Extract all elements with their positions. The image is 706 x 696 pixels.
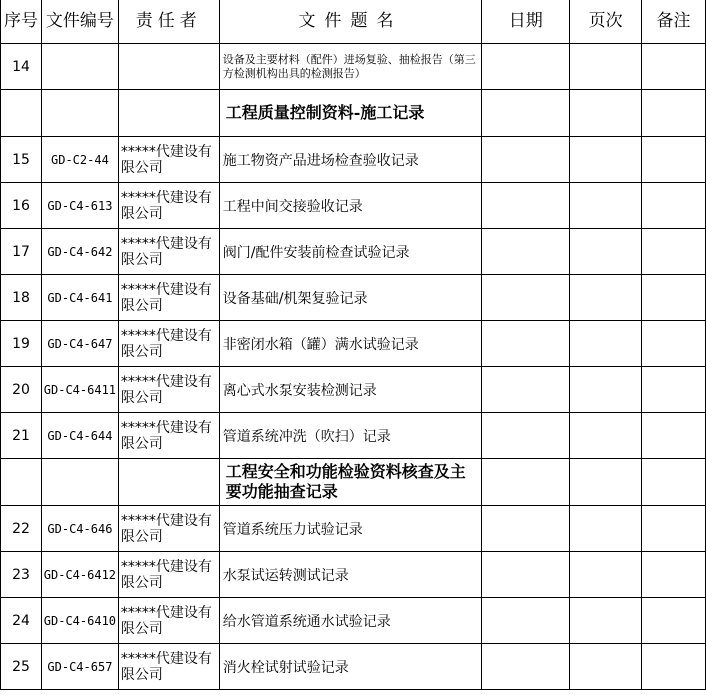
header-pages: 页次: [570, 0, 642, 44]
date-cell: [482, 44, 570, 90]
remarks-cell: [642, 183, 706, 229]
pages-cell: [570, 367, 642, 413]
remarks-cell: [642, 644, 706, 690]
remarks-cell: [642, 229, 706, 275]
file-no-cell: GD-C4-657: [41, 644, 118, 690]
pages-cell: [570, 413, 642, 459]
responsible-cell: *****代建设有限公司: [118, 598, 219, 644]
header-date: 日期: [482, 0, 570, 44]
header-responsible: 责任者: [118, 0, 219, 44]
file-no-cell: GD-C4-6412: [41, 552, 118, 598]
date-cell: [482, 229, 570, 275]
pages-cell: [570, 459, 642, 506]
responsible-cell: *****代建设有限公司: [118, 367, 219, 413]
seq-cell: 14: [1, 44, 42, 90]
date-cell: [482, 644, 570, 690]
file-no-cell: GD-C2-44: [41, 137, 118, 183]
responsible-cell: *****代建设有限公司: [118, 229, 219, 275]
date-cell: [482, 552, 570, 598]
seq-cell: [1, 90, 42, 137]
responsible-cell: *****代建设有限公司: [118, 321, 219, 367]
file-title-cell: 工程中间交接验收记录: [219, 183, 482, 229]
pages-cell: [570, 44, 642, 90]
file-no-cell: GD-C4-647: [41, 321, 118, 367]
seq-cell: 19: [1, 321, 42, 367]
table-row: [1, 137, 706, 183]
pages-cell: [570, 644, 642, 690]
seq-cell: 18: [1, 275, 42, 321]
responsible-cell: [118, 44, 219, 90]
responsible-cell: *****代建设有限公司: [118, 552, 219, 598]
remarks-cell: [642, 598, 706, 644]
seq-cell: 23: [1, 552, 42, 598]
file-no-cell: GD-C4-644: [41, 413, 118, 459]
file-no-cell: GD-C4-641: [41, 275, 118, 321]
file-title-cell: 设备及主要材料（配件）进场复验、抽检报告（第三方检测机构出具的检测报告）: [219, 44, 482, 90]
date-cell: [482, 459, 570, 506]
remarks-cell: [642, 367, 706, 413]
table-row: [1, 229, 706, 275]
remarks-cell: [642, 321, 706, 367]
header-title: 文件题名: [219, 0, 482, 44]
date-cell: [482, 506, 570, 552]
file-title-cell: 给水管道系统通水试验记录: [219, 598, 482, 644]
table-row: [1, 321, 706, 367]
table-row: [1, 644, 706, 690]
table-row: [1, 44, 706, 90]
remarks-cell: [642, 506, 706, 552]
file-title-cell: 管道系统冲洗（吹扫）记录: [219, 413, 482, 459]
table-row: [1, 183, 706, 229]
date-cell: [482, 321, 570, 367]
responsible-cell: [118, 459, 219, 506]
pages-cell: [570, 183, 642, 229]
remarks-cell: [642, 137, 706, 183]
date-cell: [482, 90, 570, 137]
section-row: [1, 90, 706, 137]
table-row: [1, 552, 706, 598]
section-row: [1, 459, 706, 506]
file-no-cell: GD-C4-6410: [41, 598, 118, 644]
header-row: [1, 0, 706, 44]
seq-cell: 21: [1, 413, 42, 459]
file-title-cell: 消火栓试射试验记录: [219, 644, 482, 690]
responsible-cell: *****代建设有限公司: [118, 137, 219, 183]
file-no-cell: GD-C4-642: [41, 229, 118, 275]
seq-cell: 15: [1, 137, 42, 183]
section-title: 工程安全和功能检验资料核查及主要功能抽查记录: [219, 459, 482, 506]
pages-cell: [570, 137, 642, 183]
header-file-no: 文件编号: [41, 0, 118, 44]
responsible-cell: *****代建设有限公司: [118, 275, 219, 321]
pages-cell: [570, 598, 642, 644]
seq-cell: 17: [1, 229, 42, 275]
code-cell: [41, 459, 118, 506]
pages-cell: [570, 275, 642, 321]
date-cell: [482, 275, 570, 321]
table-row: [1, 275, 706, 321]
date-cell: [482, 367, 570, 413]
file-title-cell: 阀门/配件安装前检查试验记录: [219, 229, 482, 275]
table-row: [1, 506, 706, 552]
section-title: 工程质量控制资料-施工记录: [219, 90, 482, 137]
date-cell: [482, 137, 570, 183]
table-row: [1, 367, 706, 413]
file-title-cell: 非密闭水箱（罐）满水试验记录: [219, 321, 482, 367]
file-title-cell: 设备基础/机架复验记录: [219, 275, 482, 321]
responsible-cell: [118, 90, 219, 137]
remarks-cell: [642, 44, 706, 90]
remarks-cell: [642, 413, 706, 459]
seq-cell: 16: [1, 183, 42, 229]
seq-cell: 24: [1, 598, 42, 644]
file-no-cell: GD-C4-613: [41, 183, 118, 229]
file-no-cell: GD-C4-6411: [41, 367, 118, 413]
seq-cell: [1, 459, 42, 506]
pages-cell: [570, 321, 642, 367]
responsible-cell: *****代建设有限公司: [118, 506, 219, 552]
file-no-cell: GD-C4-646: [41, 506, 118, 552]
header-seq: 序号: [1, 0, 42, 44]
pages-cell: [570, 90, 642, 137]
responsible-cell: *****代建设有限公司: [118, 413, 219, 459]
file-no-cell: [41, 44, 118, 90]
file-title-cell: 水泵试运转测试记录: [219, 552, 482, 598]
remarks-cell: [642, 459, 706, 506]
file-title-cell: 管道系统压力试验记录: [219, 506, 482, 552]
pages-cell: [570, 506, 642, 552]
seq-cell: 22: [1, 506, 42, 552]
date-cell: [482, 598, 570, 644]
remarks-cell: [642, 552, 706, 598]
remarks-cell: [642, 275, 706, 321]
date-cell: [482, 183, 570, 229]
date-cell: [482, 413, 570, 459]
header-remarks: 备注: [642, 0, 706, 44]
pages-cell: [570, 229, 642, 275]
seq-cell: 25: [1, 644, 42, 690]
responsible-cell: *****代建设有限公司: [118, 644, 219, 690]
pages-cell: [570, 552, 642, 598]
table-row: [1, 413, 706, 459]
file-title-cell: 施工物资产品进场检查验收记录: [219, 137, 482, 183]
table-row: [1, 598, 706, 644]
file-title-cell: 离心式水泵安装检测记录: [219, 367, 482, 413]
responsible-cell: *****代建设有限公司: [118, 183, 219, 229]
remarks-cell: [642, 90, 706, 137]
seq-cell: 20: [1, 367, 42, 413]
code-cell: [41, 90, 118, 137]
